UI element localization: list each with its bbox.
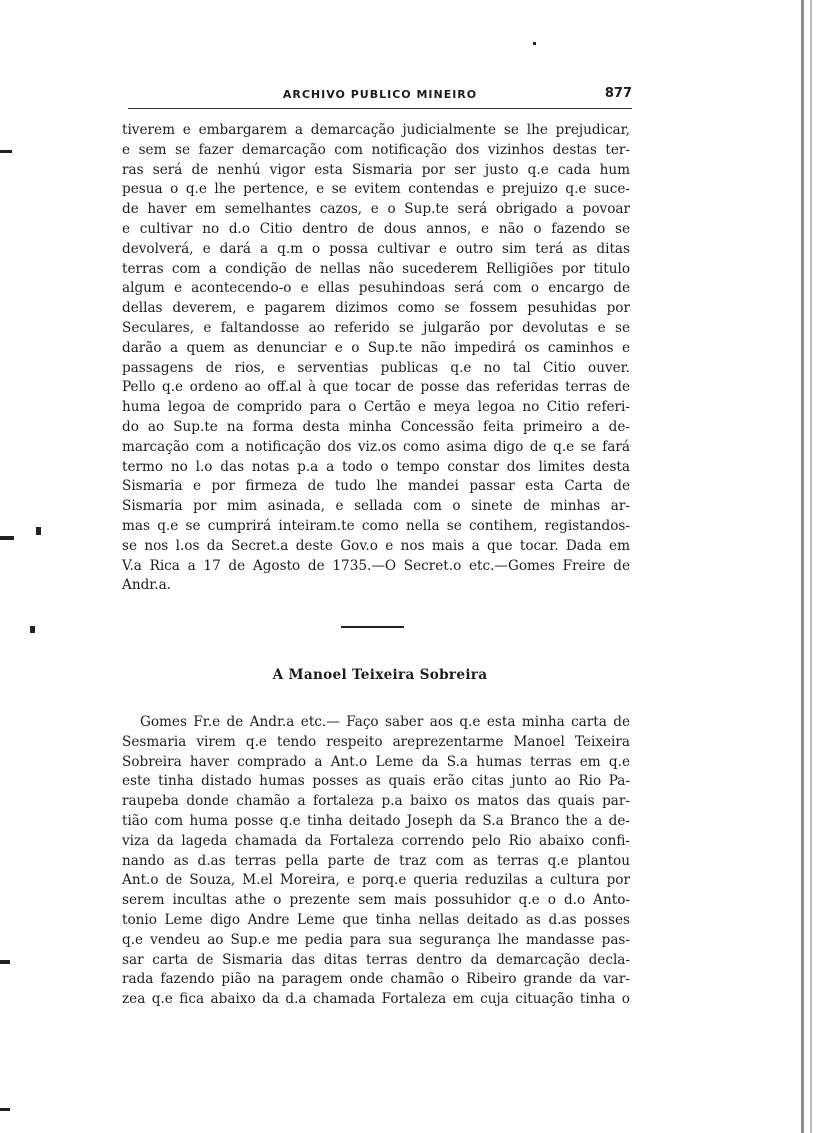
- text-line: raupeba donde chamão a fortaleza p.a baixo os matos das quais par-: [122, 793, 630, 810]
- scan-speck: [0, 960, 10, 964]
- text-line: do ao Sup.te na forma desta minha Concessão feita primeiro a de-: [122, 418, 630, 435]
- text-line: rada fazendo pião na paragem onde chamão o Ribeiro grande da var-: [122, 971, 630, 988]
- scan-speck: [0, 1108, 10, 1111]
- text-line: serem incultas athe o prezente sem mais possuhidor q.e o d.o Anto-: [122, 892, 630, 909]
- text-line: e cultivar no d.o Citio dentro de dous annos, e não o fazendo se: [122, 220, 630, 237]
- page-number: 877: [604, 86, 632, 101]
- journal-title: ARCHIVO PUBLICO MINEIRO: [282, 88, 478, 101]
- text-line: termo no l.o das notas p.a a todo o tempo constar dos limites desta: [122, 458, 630, 475]
- text-line: mas q.e se cumprirá inteiram.te como nella se contihem, registandos-: [122, 517, 630, 534]
- text-line: darão a quem as denunciar e o Sup.te não impedirá os caminhos e: [122, 339, 630, 356]
- scan-speck: [30, 626, 35, 633]
- section-divider: [341, 626, 404, 628]
- text-line: sar carta de Sismaria das ditas terras dentro da demarcação decla-: [122, 951, 630, 968]
- text-line: passagens de rios, e serventias publicas q.e no tal Citio ouver.: [122, 359, 630, 376]
- paragraph-letter: [122, 713, 630, 1010]
- text-line: terras com a condição de nellas não sucederem Relligiões por titulo: [122, 260, 630, 277]
- text-line: dellas deverem, e pagarem dizimos como se fossem pesuhidas por: [122, 300, 630, 317]
- scan-speck: [533, 42, 536, 45]
- text-line: Andr.a.: [122, 577, 172, 594]
- text-line: q.e vendeu ao Sup.e me pedia para sua segurança lhe mandasse pas-: [122, 931, 630, 948]
- text-line: Sobreira haver comprado a Ant.o Leme da S.a humas terras em q.e: [122, 753, 630, 770]
- text-line: tião com huma posse q.e tinha deitado Joseph da S.a Branco the a de-: [122, 812, 630, 829]
- scan-edge-shadow-inner: [810, 0, 812, 1133]
- scan-speck: [36, 527, 41, 535]
- text-line: Sismaria por mim asinada, e sellada com o sinete de minhas ar-: [122, 498, 630, 515]
- text-line: Ant.o de Souza, M.el Moreira, e porq.e queria reduzilas a cultura por: [122, 872, 630, 889]
- text-line: pesua o q.e lhe pertence, e se evitem contendas e prejuizo q.e suce-: [122, 181, 630, 198]
- section-heading: A Manoel Teixeira Sobreira: [272, 667, 488, 683]
- scan-edge-shadow: [801, 0, 804, 1133]
- text-line: ras será de nenhú vigor esta Sismaria por ser justo q.e cada hum: [122, 161, 630, 178]
- text-line: Sismaria e por firmeza de tudo lhe mandei passar esta Carta de: [122, 478, 630, 495]
- running-header: [128, 86, 632, 109]
- text-line: tonio Leme digo Andre Leme que tinha nellas deitado as d.as posses: [122, 911, 630, 928]
- text-line: devolverá, e dará a q.m o possa cultivar e outro sim terá as ditas: [122, 240, 630, 257]
- text-line: viza da lageda chamada da Fortaleza correndo pelo Rio abaixo confi-: [122, 832, 630, 849]
- text-line: Pello q.e ordeno ao off.al à que tocar de posse das referidas terras de: [122, 379, 630, 396]
- text-line: Gomes Fr.e de Andr.a etc.— Faço saber aos q.e esta minha carta de: [140, 714, 630, 730]
- text-line: huma legoa de comprido para o Certão e meya legoa no Citio referi-: [122, 399, 630, 416]
- text-line: e sem se fazer demarcação com notificação dos vizinhos destas ter-: [122, 141, 630, 158]
- text-line: marcação com a notificação dos viz.os como asima digo de q.e se fará: [122, 438, 630, 455]
- text-line: zea q.e fica abaixo da d.a chamada Fortaleza em cuja cituação tinha o: [122, 991, 630, 1008]
- text-line: este tinha distado humas posses as quais erão citas junto ao Rio Pa-: [122, 773, 630, 790]
- paragraph-continued: [122, 121, 630, 596]
- text-line: algum e acontecendo-o e ellas pesuhindoas será com o encargo de: [122, 280, 630, 297]
- text-line: se nos l.os da Secret.a deste Gov.o e nos mais a que tocar. Dada em: [122, 537, 630, 554]
- scan-speck: [0, 536, 14, 540]
- text-line: Seculares, e faltandosse ao referido se julgarão por devolutas e se: [122, 319, 630, 336]
- text-line: nando as d.as terras pella parte de traz com as terras q.e plantou: [122, 852, 630, 869]
- scan-speck: [0, 150, 12, 153]
- text-line: V.a Rica a 17 de Agosto de 1735.—O Secret.o etc.—Gomes Freire de: [122, 557, 630, 574]
- text-line: Sesmaria virem q.e tendo respeito areprezentarme Manoel Teixeira: [122, 733, 630, 750]
- text-line: tiverem e embargarem a demarcação judicialmente se lhe prejudicar,: [122, 122, 630, 138]
- text-line: de haver em semelhantes cazos, e o Sup.te será obrigado a povoar: [122, 201, 630, 218]
